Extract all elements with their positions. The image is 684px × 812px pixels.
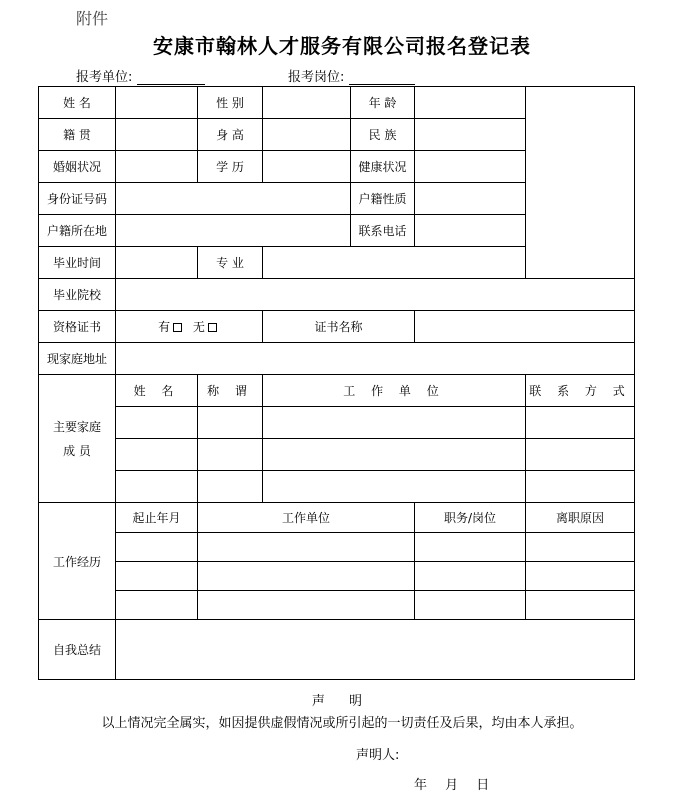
health-label: 健康状况 [351, 151, 415, 183]
family-cell[interactable] [263, 439, 526, 471]
cert-no-checkbox[interactable] [208, 323, 217, 332]
work-col-reason: 离职原因 [526, 503, 635, 533]
certificate-choice [116, 311, 263, 343]
hukou-location-field[interactable] [116, 215, 351, 247]
hukou-type-field[interactable] [415, 183, 526, 215]
school-label: 毕业院校 [39, 279, 116, 311]
height-label: 身 高 [198, 119, 263, 151]
work-cell[interactable] [526, 533, 635, 562]
photo-box[interactable] [526, 87, 635, 279]
work-col-position: 职务/岗位 [415, 503, 526, 533]
major-label: 专 业 [198, 247, 263, 279]
work-cell[interactable] [526, 562, 635, 591]
apply-unit-label: 报考单位: [76, 70, 133, 85]
attachment-label: 附件 [76, 9, 109, 28]
family-cell[interactable] [198, 439, 263, 471]
address-field[interactable] [116, 343, 635, 375]
cert-no-label: 无 [192, 320, 205, 334]
family-col-employer: 工 作 单 位 [263, 375, 526, 407]
ethnicity-field[interactable] [415, 119, 526, 151]
family-cell[interactable] [116, 439, 198, 471]
id-number-label: 身份证号码 [39, 183, 116, 215]
ethnicity-label: 民 族 [351, 119, 415, 151]
work-cell[interactable] [198, 533, 415, 562]
form-title: 安康市翰林人才服务有限公司报名登记表 [153, 34, 531, 58]
family-label-line2: 成 员 [63, 443, 91, 458]
self-summary-field[interactable] [116, 620, 635, 680]
major-field[interactable] [263, 247, 526, 279]
apply-post [288, 66, 415, 85]
work-col-employer: 工作单位 [198, 503, 415, 533]
self-summary-label: 自我总结 [39, 620, 116, 680]
phone-label: 联系电话 [351, 215, 415, 247]
registration-table [38, 86, 635, 680]
health-field[interactable] [415, 151, 526, 183]
grad-time-field[interactable] [116, 247, 198, 279]
work-cell[interactable] [415, 533, 526, 562]
declaration-date: 年 月 日 [414, 778, 490, 793]
family-cell[interactable] [526, 407, 635, 439]
marital-label: 婚姻状况 [39, 151, 116, 183]
family-col-contact: 联 系 方 式 [526, 375, 635, 407]
cert-yes-checkbox[interactable] [173, 323, 182, 332]
declaration-signer: 声明人: [356, 748, 400, 763]
family-label [39, 375, 116, 503]
hukou-location-label: 户籍所在地 [39, 215, 116, 247]
family-cell[interactable] [263, 471, 526, 503]
native-place-label: 籍 贯 [39, 119, 116, 151]
family-cell[interactable] [526, 471, 635, 503]
work-cell[interactable] [116, 591, 198, 620]
family-cell[interactable] [263, 407, 526, 439]
declaration-text: 以上情况完全属实，如因提供虚假情况或所引起的一切责任及后果，均由本人承担。 [101, 716, 583, 731]
education-field[interactable] [263, 151, 351, 183]
apply-post-field[interactable] [349, 71, 415, 85]
family-cell[interactable] [116, 471, 198, 503]
name-label: 姓 名 [39, 87, 116, 119]
declaration-heading: 声 明 [311, 694, 373, 709]
certificate-label: 资格证书 [39, 311, 116, 343]
height-field[interactable] [263, 119, 351, 151]
family-cell[interactable] [198, 407, 263, 439]
age-field[interactable] [415, 87, 526, 119]
work-cell[interactable] [198, 562, 415, 591]
cert-name-label: 证书名称 [263, 311, 415, 343]
family-cell[interactable] [526, 439, 635, 471]
work-cell[interactable] [415, 562, 526, 591]
family-cell[interactable] [116, 407, 198, 439]
name-field[interactable] [116, 87, 198, 119]
family-cell[interactable] [198, 471, 263, 503]
family-label-line1: 主要家庭 [52, 419, 101, 434]
work-cell[interactable] [415, 591, 526, 620]
gender-field[interactable] [263, 87, 351, 119]
apply-post-label: 报考岗位: [288, 70, 345, 85]
cert-name-field[interactable] [415, 311, 635, 343]
family-col-name: 姓 名 [116, 375, 198, 407]
gender-label: 性 别 [198, 87, 263, 119]
hukou-type-label: 户籍性质 [351, 183, 415, 215]
work-cell[interactable] [198, 591, 415, 620]
work-col-period: 起止年月 [116, 503, 198, 533]
work-cell[interactable] [526, 591, 635, 620]
marital-field[interactable] [116, 151, 198, 183]
grad-time-label: 毕业时间 [39, 247, 116, 279]
age-label: 年 龄 [351, 87, 415, 119]
address-label: 现家庭地址 [39, 343, 116, 375]
school-field[interactable] [116, 279, 635, 311]
phone-field[interactable] [415, 215, 526, 247]
work-cell[interactable] [116, 562, 198, 591]
family-col-relation: 称 谓 [198, 375, 263, 407]
apply-unit [76, 66, 205, 85]
apply-unit-field[interactable] [137, 71, 205, 85]
native-place-field[interactable] [116, 119, 198, 151]
education-label: 学 历 [198, 151, 263, 183]
work-label: 工作经历 [39, 503, 116, 620]
cert-yes-label: 有 [158, 320, 171, 334]
work-cell[interactable] [116, 533, 198, 562]
id-number-field[interactable] [116, 183, 351, 215]
